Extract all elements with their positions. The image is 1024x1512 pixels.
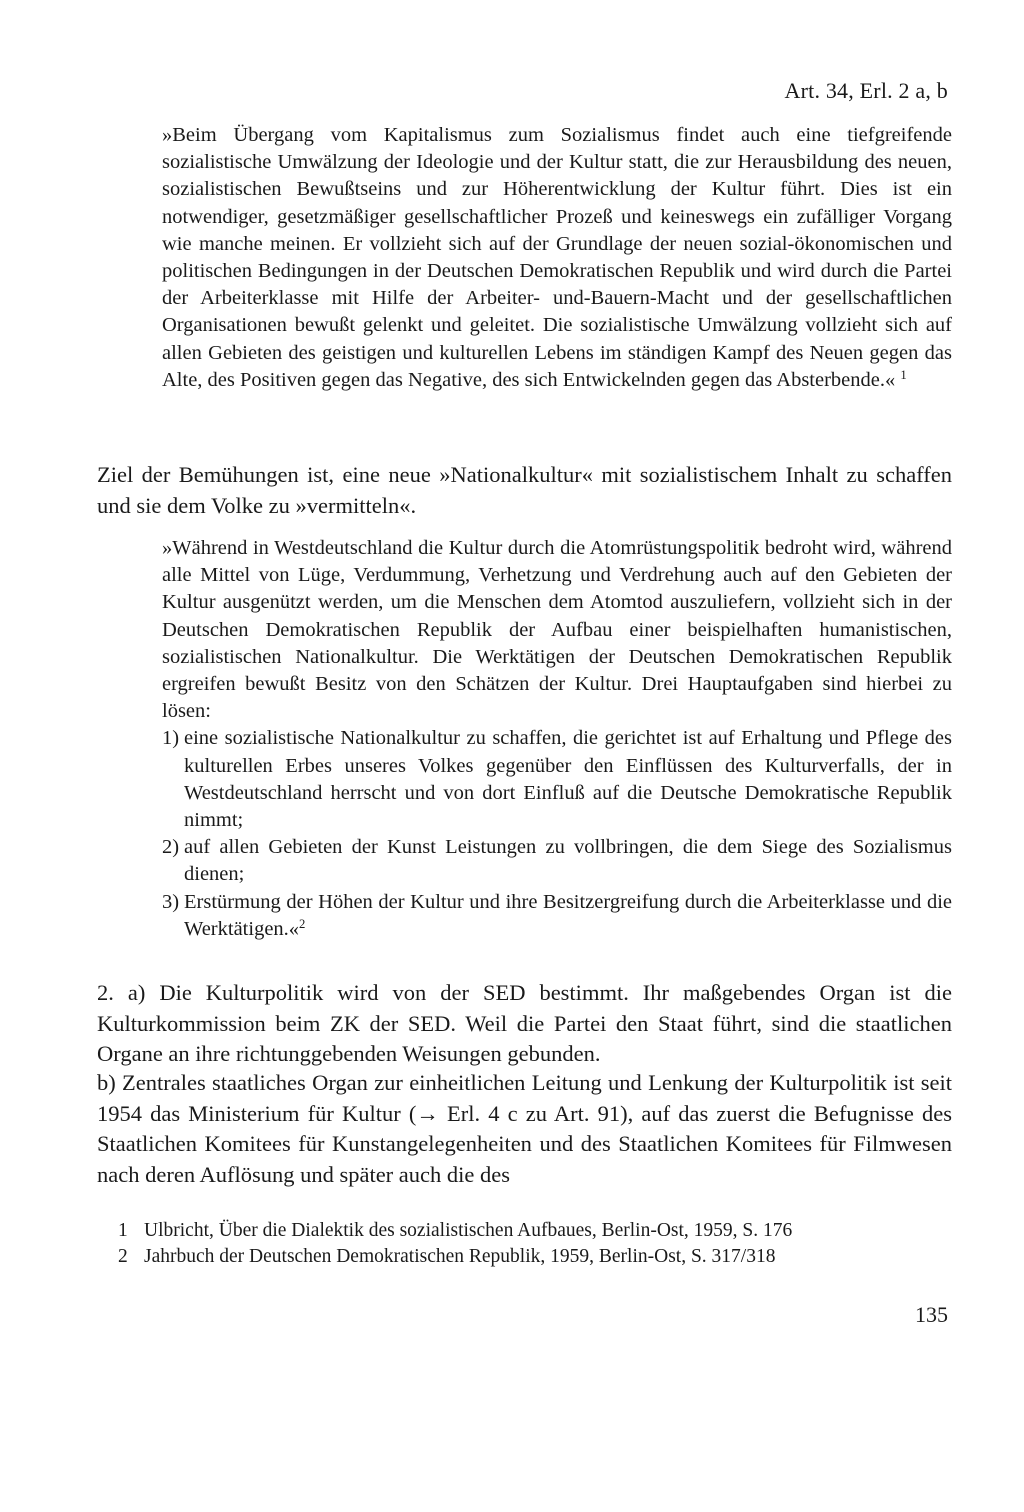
footnote-text: Ulbricht, Über die Dialektik des sozialistischen Aufbaues, Berlin-Ost, 1959, S. 176 <box>144 1220 793 1241</box>
list-item <box>162 889 952 943</box>
running-head: Art. 34, Erl. 2 a, b <box>784 78 948 103</box>
footnote-number: 2 <box>118 1246 128 1267</box>
footnote-ref-2[interactable]: 2 <box>299 916 306 931</box>
footnote-number: 1 <box>118 1220 128 1241</box>
list-item-number: 3) <box>162 890 180 913</box>
footnote-ref-1[interactable]: 1 <box>900 367 907 382</box>
list-item <box>162 725 952 834</box>
footnote-item <box>118 1218 948 1244</box>
list-item <box>162 834 952 888</box>
quote-1-text: »Beim Übergang vom Kapitalismus zum Sozialismus findet auch eine tiefgreifende sozialistische Umwälzung der Ideologie und der Kultur statt, die zur Herausbildung des neuen, sozialistischen Bewußtseins und zur Höherentwicklung der Kultur führt. Dies ist ein notwendiger, gesetzmäßiger gesellschaftlicher Prozeß und keineswegs ein zufälliger Vorgang wie manche meinen. Er vollzieht sich auf der Grundlage der neuen sozial-ökonomischen und politischen Bedingungen in der Deutschen Demokratischen Republik und wird durch die Partei der Arbeiterklasse mit Hilfe der Arbeiter- und-Bauern-Macht und der gesellschaftlichen Organisationen bewußt gelenkt und geleitet. Die sozialistische Umwälzung vollzieht sich auf allen Gebieten des geistigen und kulturellen Lebens im ständigen Kampf des Neuen gegen das Alte, des Positiven gegen das Negative, des sich Entwickelnden gegen das Absterbende.« <box>162 124 952 391</box>
page-number: 135 <box>915 1302 948 1327</box>
quote-block-2 <box>162 535 952 943</box>
list-item-text: Erstürmung der Höhen der Kultur und ihre Besitzergreifung durch die Arbeiterklasse und die Werktätigen.« <box>184 890 952 940</box>
list-item-number: 2) <box>162 836 180 859</box>
quote-2-intro: »Während in Westdeutschland die Kultur durch die Atomrüstungspolitik bedroht wird, während alle Mittel von Lüge, Verdummung, Verhetzung und Verdrehung auch auf den Gebieten der Kultur ausgenützt werden, um die Menschen dem Atomtod auszuliefern, vollzieht sich in der Deutschen Demokratischen Republik der Aufbau einer beispielhaften humanistischen, sozialistischen Nationalkultur. Die Werktätigen der Deutschen Demokratischen Republik ergreifen bewußt Besitz von den Schätzen der Kultur. Drei Hauptaufgaben sind hierbei zu lösen: <box>162 537 952 723</box>
list-item-text: auf allen Gebieten der Kunst Leistungen zu vollbringen, die dem Siege des Sozialismus dienen; <box>184 836 952 886</box>
paragraph-aim: Ziel der Bemühungen ist, eine neue »Nationalkultur« mit sozialistischem Inhalt zu schaffen und sie dem Volke zu »vermitteln«. <box>97 462 952 518</box>
list-item-number: 1) <box>162 727 180 750</box>
paragraph-2b: b) Zentrales staatliches Organ zur einheitlichen Leitung und Lenkung der Kulturpolitik ist seit 1954 das Ministerium für Kultur (→ Erl. 4 c zu Art. 91), auf das zuerst die Befugnisse des Staatlichen Komitees für Kunstangelegenheiten und des Staatlichen Komitees für Filmwesen nach deren Auflösung und später auch die des <box>97 1070 952 1187</box>
footnote-text: Jahrbuch der Deutschen Demokratischen Republik, 1959, Berlin-Ost, S. 317/318 <box>144 1246 776 1267</box>
footnote-item <box>118 1244 948 1270</box>
quote-block-1 <box>162 122 952 394</box>
task-list <box>162 725 952 943</box>
list-item-text: eine sozialistische Nationalkultur zu schaffen, die gerichtet ist auf Erhaltung und Pflege des kulturellen Erbes unseres Volkes gegenüber den Einflüssen des Kulturverfalls, der in Westdeutschland herrscht und von dort Einfluß auf die Deutsche Demokratische Republik nimmt; <box>184 727 952 832</box>
paragraph-2a: 2. a) Die Kulturpolitik wird von der SED bestimmt. Ihr maßgebendes Organ ist die Kulturkommission beim ZK der SED. Weil die Partei den Staat führt, sind die staatlichen Organe an ihre richtunggebenden Weisungen gebunden. <box>97 980 952 1066</box>
footnotes <box>118 1218 948 1270</box>
